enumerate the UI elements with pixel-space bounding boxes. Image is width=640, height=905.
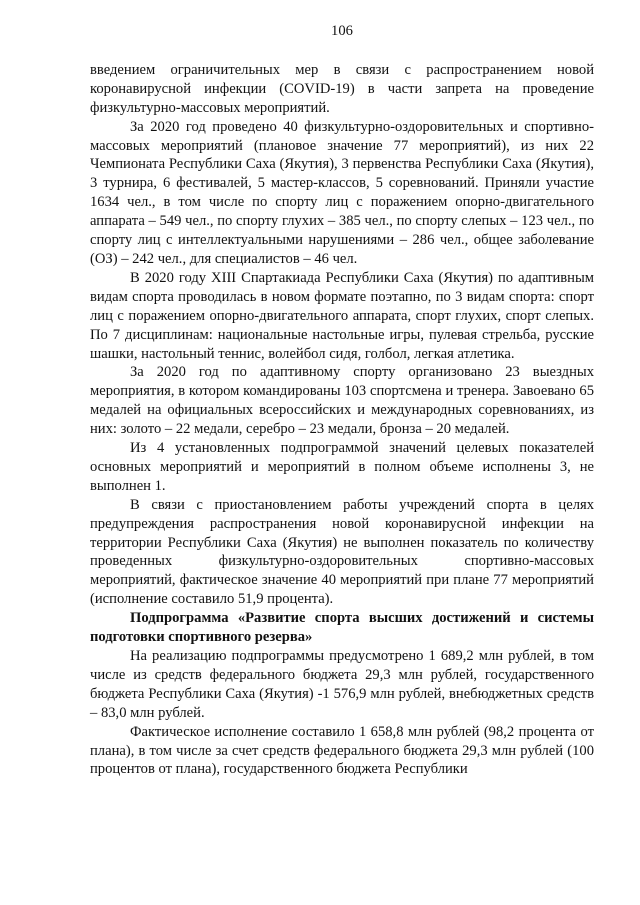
paragraph-3: В 2020 году XIII Спартакиада Республики Саха (Якутия) по адаптивным видам спорта проводилась в новом формате поэтапно, по 3 видам спорта: спорт лиц с поражением опорно-двигательного аппарата, спорт глухих, спорт слепых. По 7 дисциплинам: национальные настольные игры, пулевая стрельба, русские шашки, настольный теннис, волейбол сидя, голбол, легкая атлетика. <box>90 269 594 362</box>
paragraph-7: На реализацию подпрограммы предусмотрено 1 689,2 млн рублей, в том числе из средств федерального бюджета 29,3 млн рублей, государственного бюджета Республики Саха (Якутия) -1 576,9 млн рублей, внебюджетных средств – 83,0 млн рублей. <box>90 648 594 721</box>
paragraph-1: введением ограничительных мер в связи с распространением новой коронавирусной инфекции (COVID-19) в части запрета на проведение физкультурно-массовых мероприятий. <box>90 61 594 116</box>
paragraph-6: В связи с приостановлением работы учреждений спорта в целях предупреждения распространения новой коронавирусной инфекции на территории Республики Саха (Якутия) не выполнен показатель по количеству проведенных физкультурно-оздоровительных спортивно-массовых мероприятий, фактическое значение 40 мероприятий при плане 77 мероприятий (исполнение составило 51,9 процента). <box>90 496 594 608</box>
paragraph-4: За 2020 год по адаптивному спорту организовано 23 выездных мероприятия, в котором командированы 103 спортсмена и тренера. Завоевано 65 медалей на официальных всероссийских и международных соревнованиях, из них: золото – 22 медали, серебро – 23 медали, бронза – 20 медалей. <box>90 364 594 438</box>
paragraph-2: За 2020 год проведено 40 физкультурно-оздоровительных и спортивно-массовых мероприятий (плановое значение 77 мероприятий), из них 22 Чемпионата Республики Саха (Якутия), 3 первенства Республики Саха (Якутия), 3 турнира, 6 фестивалей, 5 мастер-классов, 5 соревнований. Приняли участие 1634 чел., в том числе по спорту лиц с поражением опорно-двигательного аппарата – 549 чел., по спорту глухих – 385 чел., по спорту слепых – 123 чел., по спорту лиц с интеллектуальными нарушениями – 286 чел., общее заболевание (ОЗ) – 242 чел., для специалистов – 46 чел. <box>90 118 594 267</box>
page-number: 106 <box>331 23 353 39</box>
section-heading: Подпрограмма «Развитие спорта высших достижений и системы подготовки спортивного резерва» <box>90 610 594 646</box>
paragraph-8: Фактическое исполнение составило 1 658,8 млн рублей (98,2 процента от плана), в том числе за счет средств федерального бюджета 29,3 млн рублей (100 процентов от плана), государственного бюджета Республики <box>90 723 594 778</box>
paragraph-5: Из 4 установленных подпрограммой значений целевых показателей основных мероприятий и мероприятий в полном объеме исполнены 3, не выполнен 1. <box>90 440 594 494</box>
